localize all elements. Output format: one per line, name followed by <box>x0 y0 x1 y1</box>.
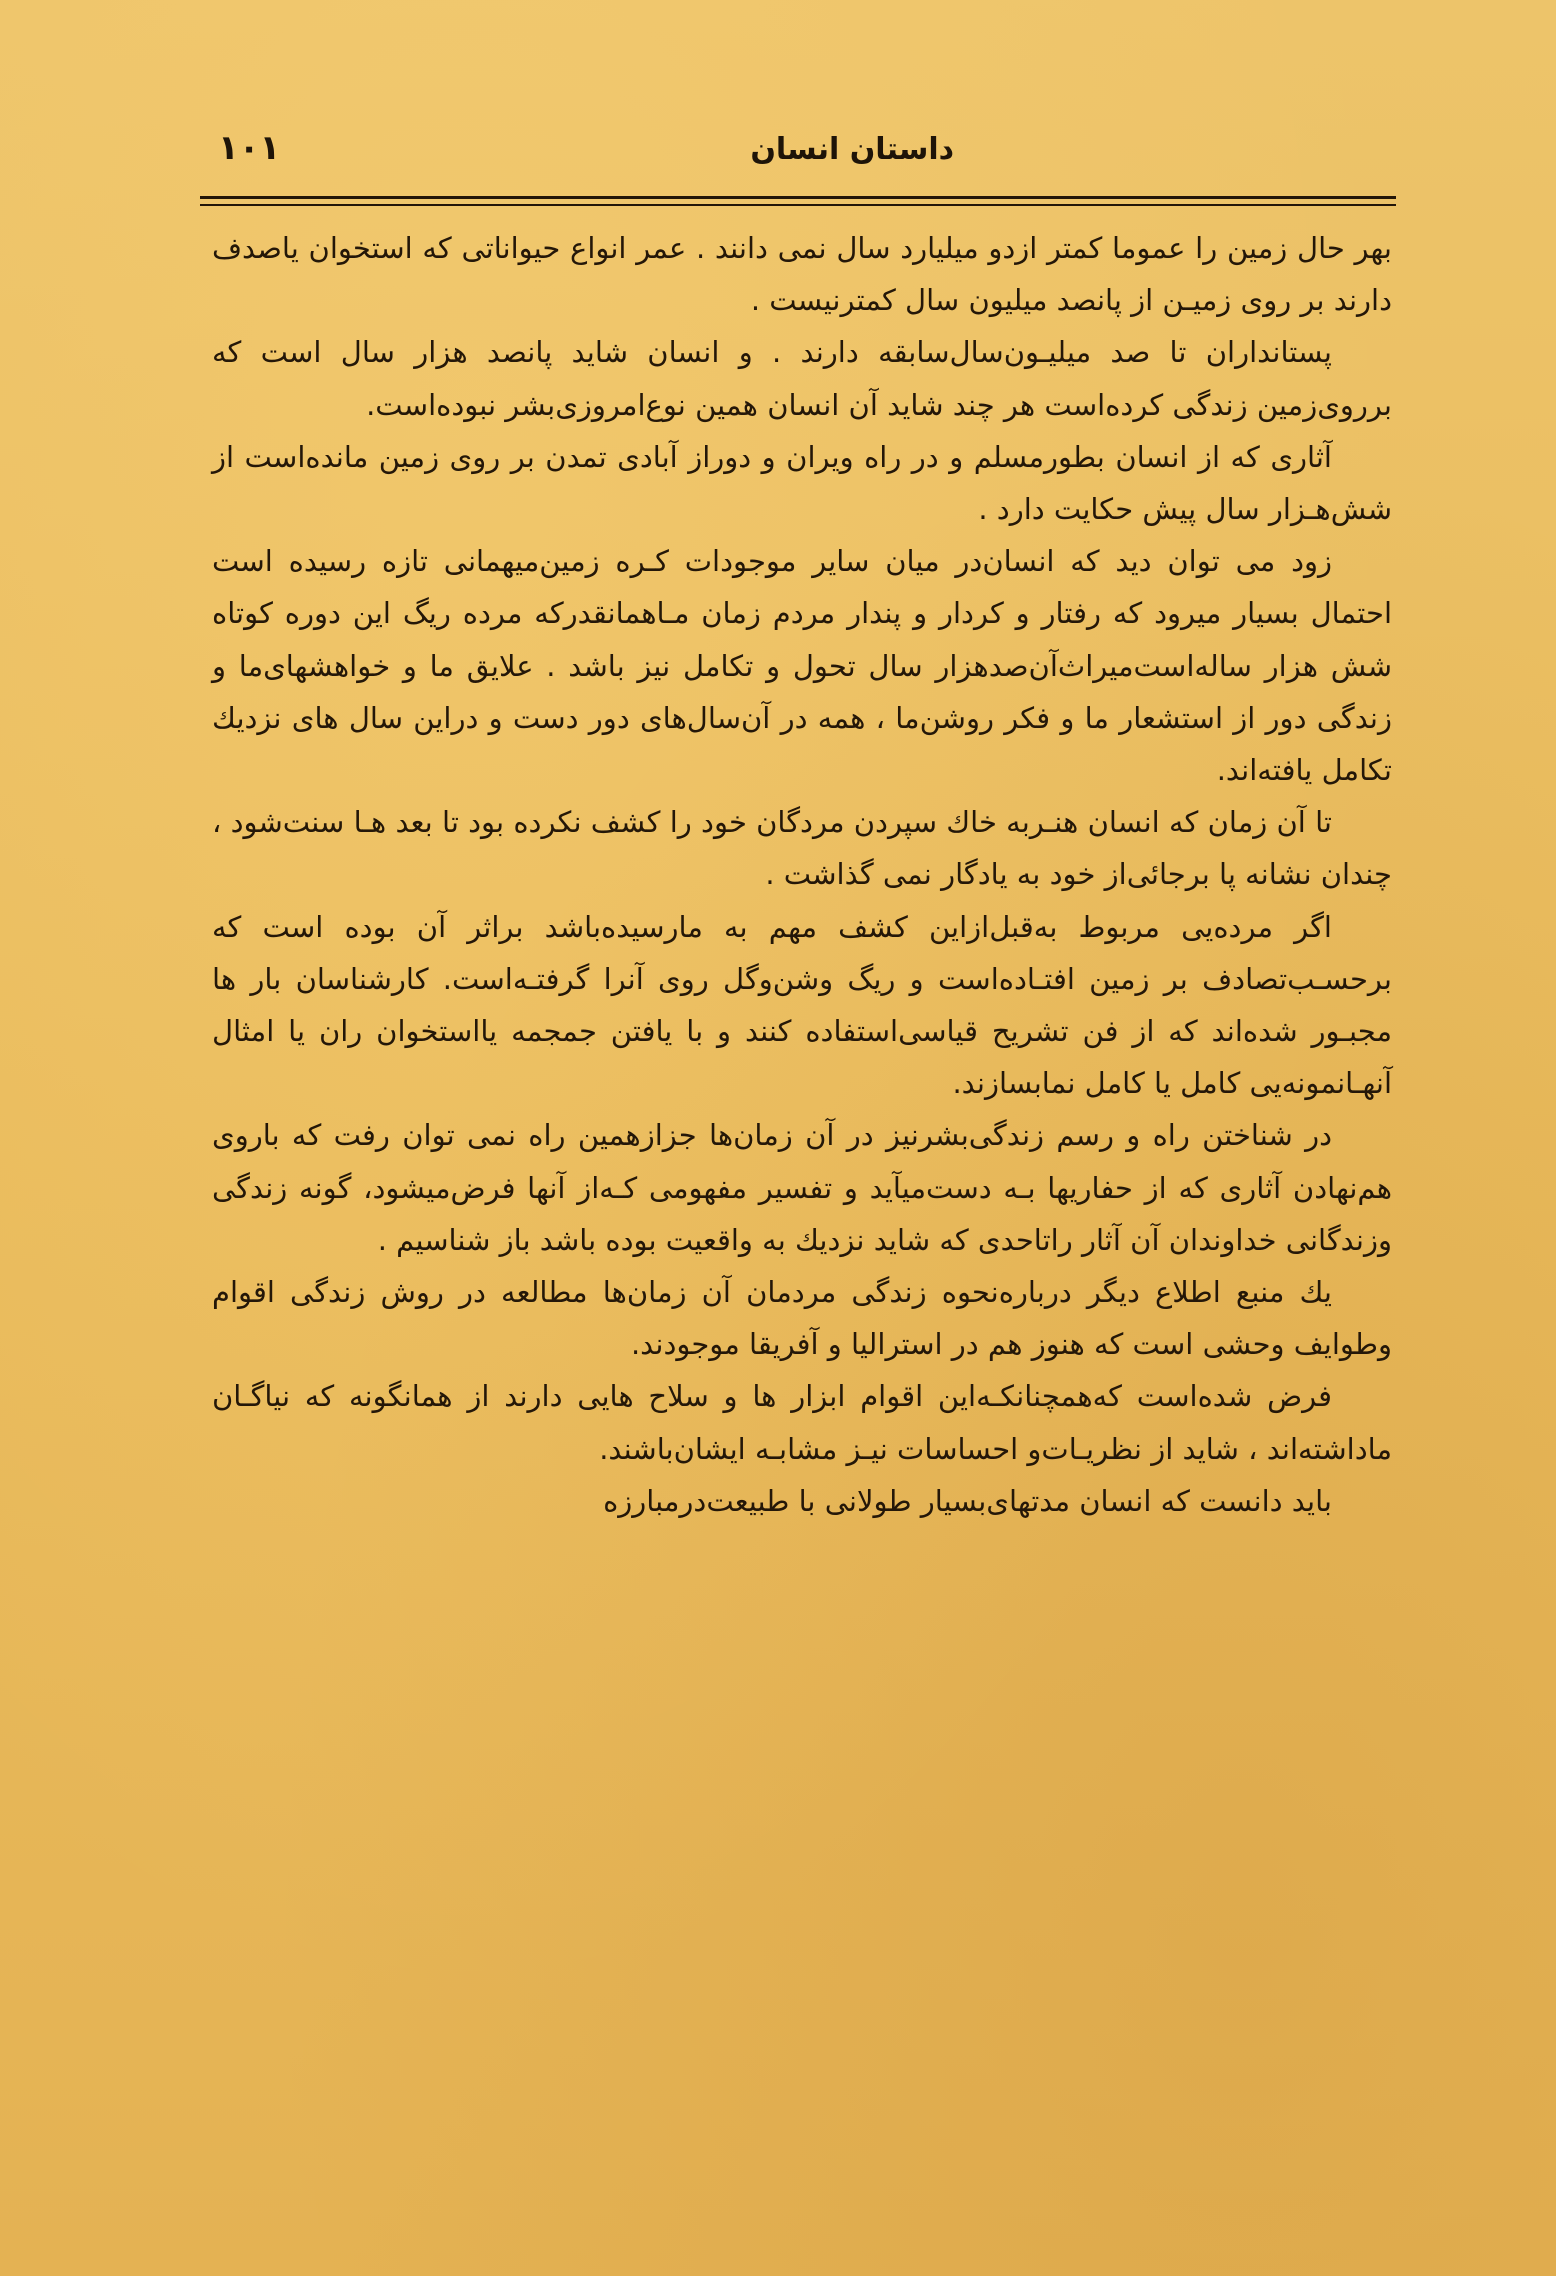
paragraph: یك منبع اطلاع دیگر درباره‌نحوه زندگی مردمان آن زمان‌ها مطالعه در روش زندگی اقوام وطوایف وحشی است که هنوز هم در استرالیا و آفریقا موجودند. <box>212 1275 1392 1362</box>
body-text <box>212 222 1392 1527</box>
paragraph: باید دانست که انسان مدتهای‌بسیار طولانی با طبیعت‌درمبارزه <box>603 1483 1332 1518</box>
paragraph: پستانداران تا صد میلیـون‌سال‌سابقه دارند . و انسان شاید پانصد هزار سال است که برروی‌زمین زندگی کرده‌است هر چند شاید آن انسان همین نوع‌امروزی‌بشر نبوده‌است. <box>212 335 1392 422</box>
page-number: ۱۰۱ <box>218 128 281 168</box>
paragraph: در شناختن راه و رسم زندگی‌بشرنیز در آن زمان‌ها جزازهمین راه نمی توان رفت که باروی هم‌نهادن آثاری که از حفاریها بـه دست‌میآید و تفسیر مفهومی کـه‌از آنها فرض‌میشود، گونه زندگی وزندگانی خداوندان آن آثار راتاحدی که شاید نزدیك به واقعیت بوده باشد باز شناسیم . <box>212 1118 1392 1257</box>
paragraph: اگر مرده‌یی مربوط به‌قبل‌ازاین کشف مهم به مارسیده‌باشد براثر آن بوده است که برحسـب‌تصادف بر زمین افتـاده‌است و ریگ وشن‌وگل روی آنرا گرفتـه‌است. کارشناسان بار ها مجبـور شده‌اند که از فن تشریح قیاسی‌استفاده کنند و با یافتن جمجمه یااستخوان ران یا امثال آنهـانمونه‌یی کامل یا کامل نمابسازند. <box>212 909 1392 1101</box>
page-header <box>218 122 1394 182</box>
paragraph: تا آن زمان که انسان هنـربه خاك سپردن مردگان خود را کشف نکرده بود تا بعد هـا سنت‌شود ، چندان نشانه پا برجائی‌از خود به یادگار نمی گذاشت . <box>212 805 1392 892</box>
header-rule-top <box>200 196 1396 199</box>
header-rule-bottom <box>200 204 1396 206</box>
running-title: داستان انسان <box>750 132 954 167</box>
paragraph: فرض شده‌است که‌همچنانکـه‌این اقوام ابزار ها و سلاح هایی دارند از همانگونه که نیاگـان ماداشته‌اند ، شاید از نظریـات‌و احساسات نیـز مشابـه ایشان‌باشند. <box>212 1379 1392 1466</box>
paragraph: آثاری که از انسان بطورمسلم و در راه ویران و دوراز آبادی تمدن بر روی زمین مانده‌است از شش‌هـزار سال پیش حکایت دارد . <box>212 439 1392 527</box>
paragraph: زود می توان دید که انسان‌در میان سایر موجودات کـره زمین‌میهمانی تازه رسیده است احتمال بسیار میرود که رفتار و کردار و پندار مردم زمان مـاهمانقدرکه مرده ریگ این دوره کوتاه شش هزار ساله‌است‌میراث‌آن‌صدهزار سال تحول و تکامل نیز باشد . علایق ما و خواهشهای‌ما و زندگی دور از استشعار ما و فکر روشن‌ما ، همه در آن‌سال‌های دور دست و دراین سال های نزدیك تکامل یافته‌اند. <box>212 544 1392 788</box>
paragraph: بهر حال زمین را عموما کمتر ازدو میلیارد سال نمی دانند . عمر انواع حیواناتی که استخوان یاصدف دارند بر روی زمیـن از پانصد میلیون سال کمترنیست . <box>212 231 1392 318</box>
